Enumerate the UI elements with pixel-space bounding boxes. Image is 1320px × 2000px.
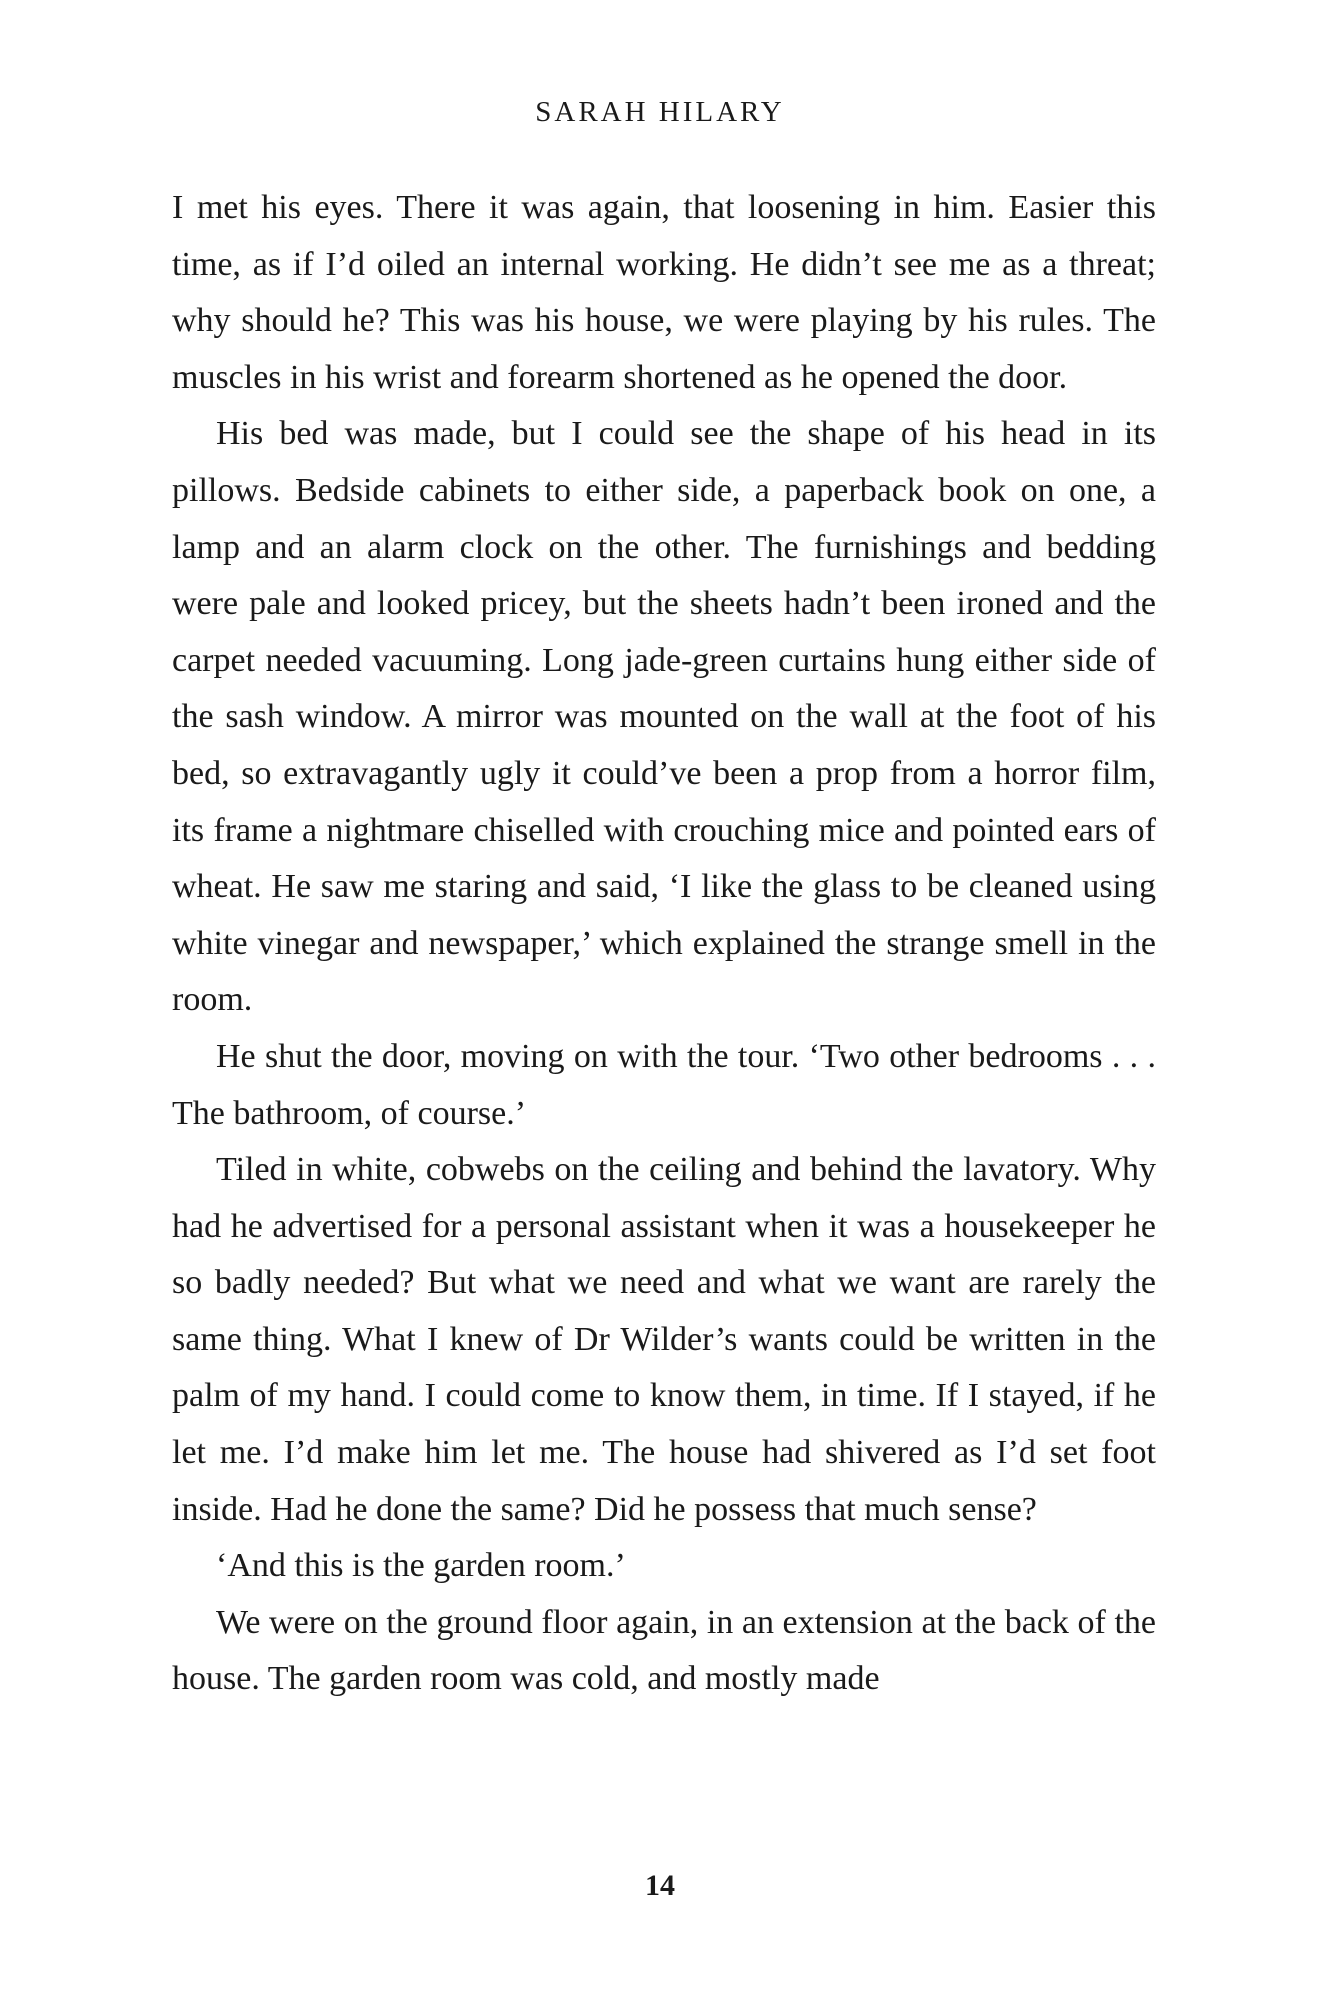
body-text bbox=[172, 180, 1156, 1708]
page-number: 14 bbox=[645, 1869, 675, 1902]
paragraph: His bed was made, but I could see the shape of his head in its pillows. Bedside cabinets to either side, a paperback book on one, a lamp and an alarm clock on the other. The furnishings and bedding were pale and looked pricey, but the sheets hadn’t been ironed and the carpet needed vacuuming. Long jade-green curtains hung either side of the sash window. A mirror was mounted on the wall at the foot of his bed, so extravagantly ugly it could’ve been a prop from a horror film, its frame a nightmare chiselled with crouching mice and pointed ears of wheat. He saw me staring and said, ‘I like the glass to be cleaned using white vinegar and newspaper,’ which explained the strange smell in the room. bbox=[172, 415, 1156, 1019]
paragraph: I met his eyes. There it was again, that loosening in him. Easier this time, as if I’d oiled an internal working. He didn’t see me as a threat; why should he? This was his house, we were playing by his rules. The muscles in his wrist and forearm shortened as he opened the door. bbox=[172, 189, 1156, 396]
paragraph: He shut the door, moving on with the tour. ‘Two other bedrooms . . . The bathroom, of course.’ bbox=[172, 1037, 1156, 1132]
running-head: SARAH HILARY bbox=[535, 96, 785, 128]
paragraph: Tiled in white, cobwebs on the ceiling and behind the lavatory. Why had he advertised for a personal assistant when it was a housekeeper he so badly needed? But what we need and what we want are rarely the same thing. What I knew of Dr Wilder’s wants could be written in the palm of my hand. I could come to know them, in time. If I stayed, if he let me. I’d make him let me. The house had shivered as I’d set foot inside. Had he done the same? Did he possess that much sense? bbox=[172, 1151, 1156, 1528]
paragraph: We were on the ground floor again, in an extension at the back of the house. The garden room was cold, and mostly made bbox=[172, 1603, 1156, 1698]
paragraph: ‘And this is the garden room.’ bbox=[216, 1547, 626, 1585]
